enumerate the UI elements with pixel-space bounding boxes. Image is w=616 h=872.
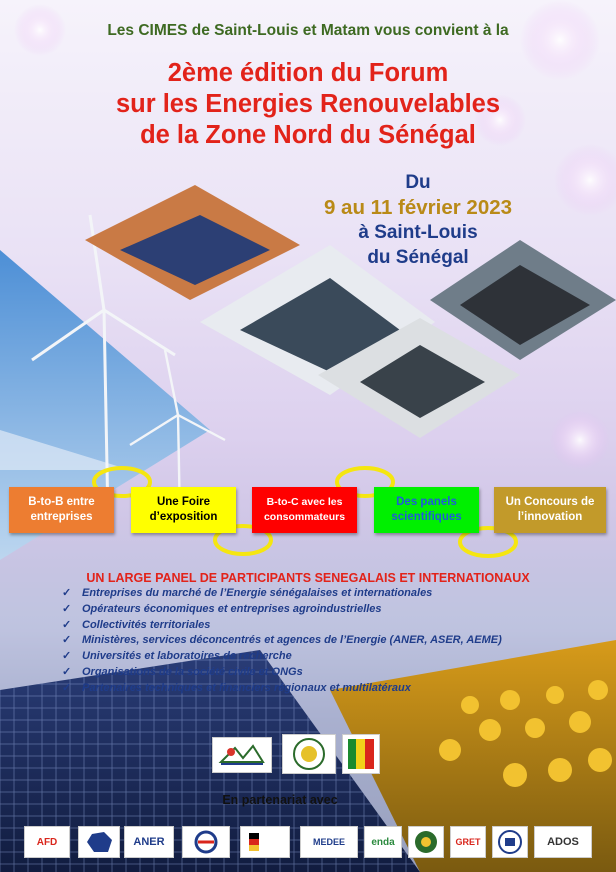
- organizer-logo-region: [282, 734, 336, 774]
- matam-flag-icon: [346, 737, 376, 771]
- activity-foire: Une Foire d’exposition: [131, 487, 236, 533]
- partner-logo-giz: [240, 826, 290, 858]
- activity-b2c: B-to-C avec les consommateurs: [252, 487, 357, 533]
- list-item: ✓ Entreprises du marché de l’Energie sénégalaises et internationales: [62, 586, 616, 602]
- partner-logo-prefecture: [408, 826, 444, 858]
- dates-at: à Saint-Louis: [358, 222, 478, 243]
- partner-logo-republique: [78, 826, 120, 858]
- list-item: ✓ Collectivités territoriales: [62, 618, 616, 634]
- dates-du: Du: [405, 172, 431, 193]
- check-icon: ✓: [62, 665, 72, 678]
- partner-logo-university: [492, 826, 528, 858]
- partnership-label: En partenariat avec: [222, 793, 338, 807]
- partner-logo-medee: MEDEE: [300, 826, 358, 858]
- list-item: ✓ Organisations de la société civile et ONGs: [62, 665, 616, 681]
- list-item: ✓ Partenaires techniques et financiers régionaux et multilatéraux: [62, 681, 616, 697]
- partner-logo-afd: AFD: [24, 826, 70, 858]
- activity-concours: Un Concours de l’innovation: [494, 487, 606, 533]
- organizer-logo-cimes: [212, 737, 272, 773]
- title-line-3: de la Zone Nord du Sénégal: [140, 121, 476, 149]
- title-line-2: sur les Energies Renouvelables: [115, 90, 501, 118]
- check-icon: ✓: [62, 587, 72, 599]
- list-item: ✓ Ministères, services déconcentrés et agences de l’Energie (ANER, ASER, AEME): [62, 633, 616, 649]
- region-seal-icon: [289, 737, 329, 771]
- bokeh-light: [550, 410, 610, 470]
- participants-list: [62, 586, 616, 697]
- france-map-icon: [84, 830, 114, 854]
- dates-place: du Sénégal: [367, 247, 469, 268]
- check-icon: ✓: [62, 602, 72, 615]
- check-icon: ✓: [62, 618, 72, 631]
- bokeh-light: [554, 144, 616, 216]
- aser-logo-icon: [188, 830, 224, 854]
- activity-b2b: B-to-B entre entreprises: [9, 487, 114, 533]
- list-item: ✓ Universités et laboratoires de recherche: [62, 649, 616, 665]
- partner-logo-aser: [182, 826, 230, 858]
- organizer-logo-matam: [342, 734, 380, 774]
- participants-heading: UN LARGE PANEL DE PARTICIPANTS SENEGALAIS ET INTERNATIONAUX: [86, 571, 530, 585]
- germany-flag-icon: [247, 831, 283, 853]
- cimes-logo-icon: [217, 742, 267, 768]
- partner-logo-gret: GRET: [450, 826, 486, 858]
- dates-range: 9 au 11 février 2023: [323, 196, 513, 219]
- title-line-1: 2ème édition du Forum: [167, 59, 449, 87]
- check-icon: ✓: [62, 634, 72, 647]
- university-seal-icon: [497, 829, 523, 855]
- partner-logo-enda: enda: [364, 826, 402, 858]
- list-item: ✓ Opérateurs économiques et entreprises agroindustrielles: [62, 602, 616, 618]
- page-title: [0, 58, 616, 151]
- check-icon: ✓: [62, 681, 72, 694]
- event-dates: [298, 170, 538, 270]
- coat-of-arms-icon: [413, 829, 439, 855]
- partner-logo-ados: ADOS: [534, 826, 592, 858]
- check-icon: ✓: [62, 650, 72, 663]
- partner-logo-aner: ANER: [124, 826, 174, 858]
- activity-panels: Des panels scientifiques: [374, 487, 479, 533]
- intro-line: Les CIMES de Saint-Louis et Matam vous convient à la: [107, 22, 509, 39]
